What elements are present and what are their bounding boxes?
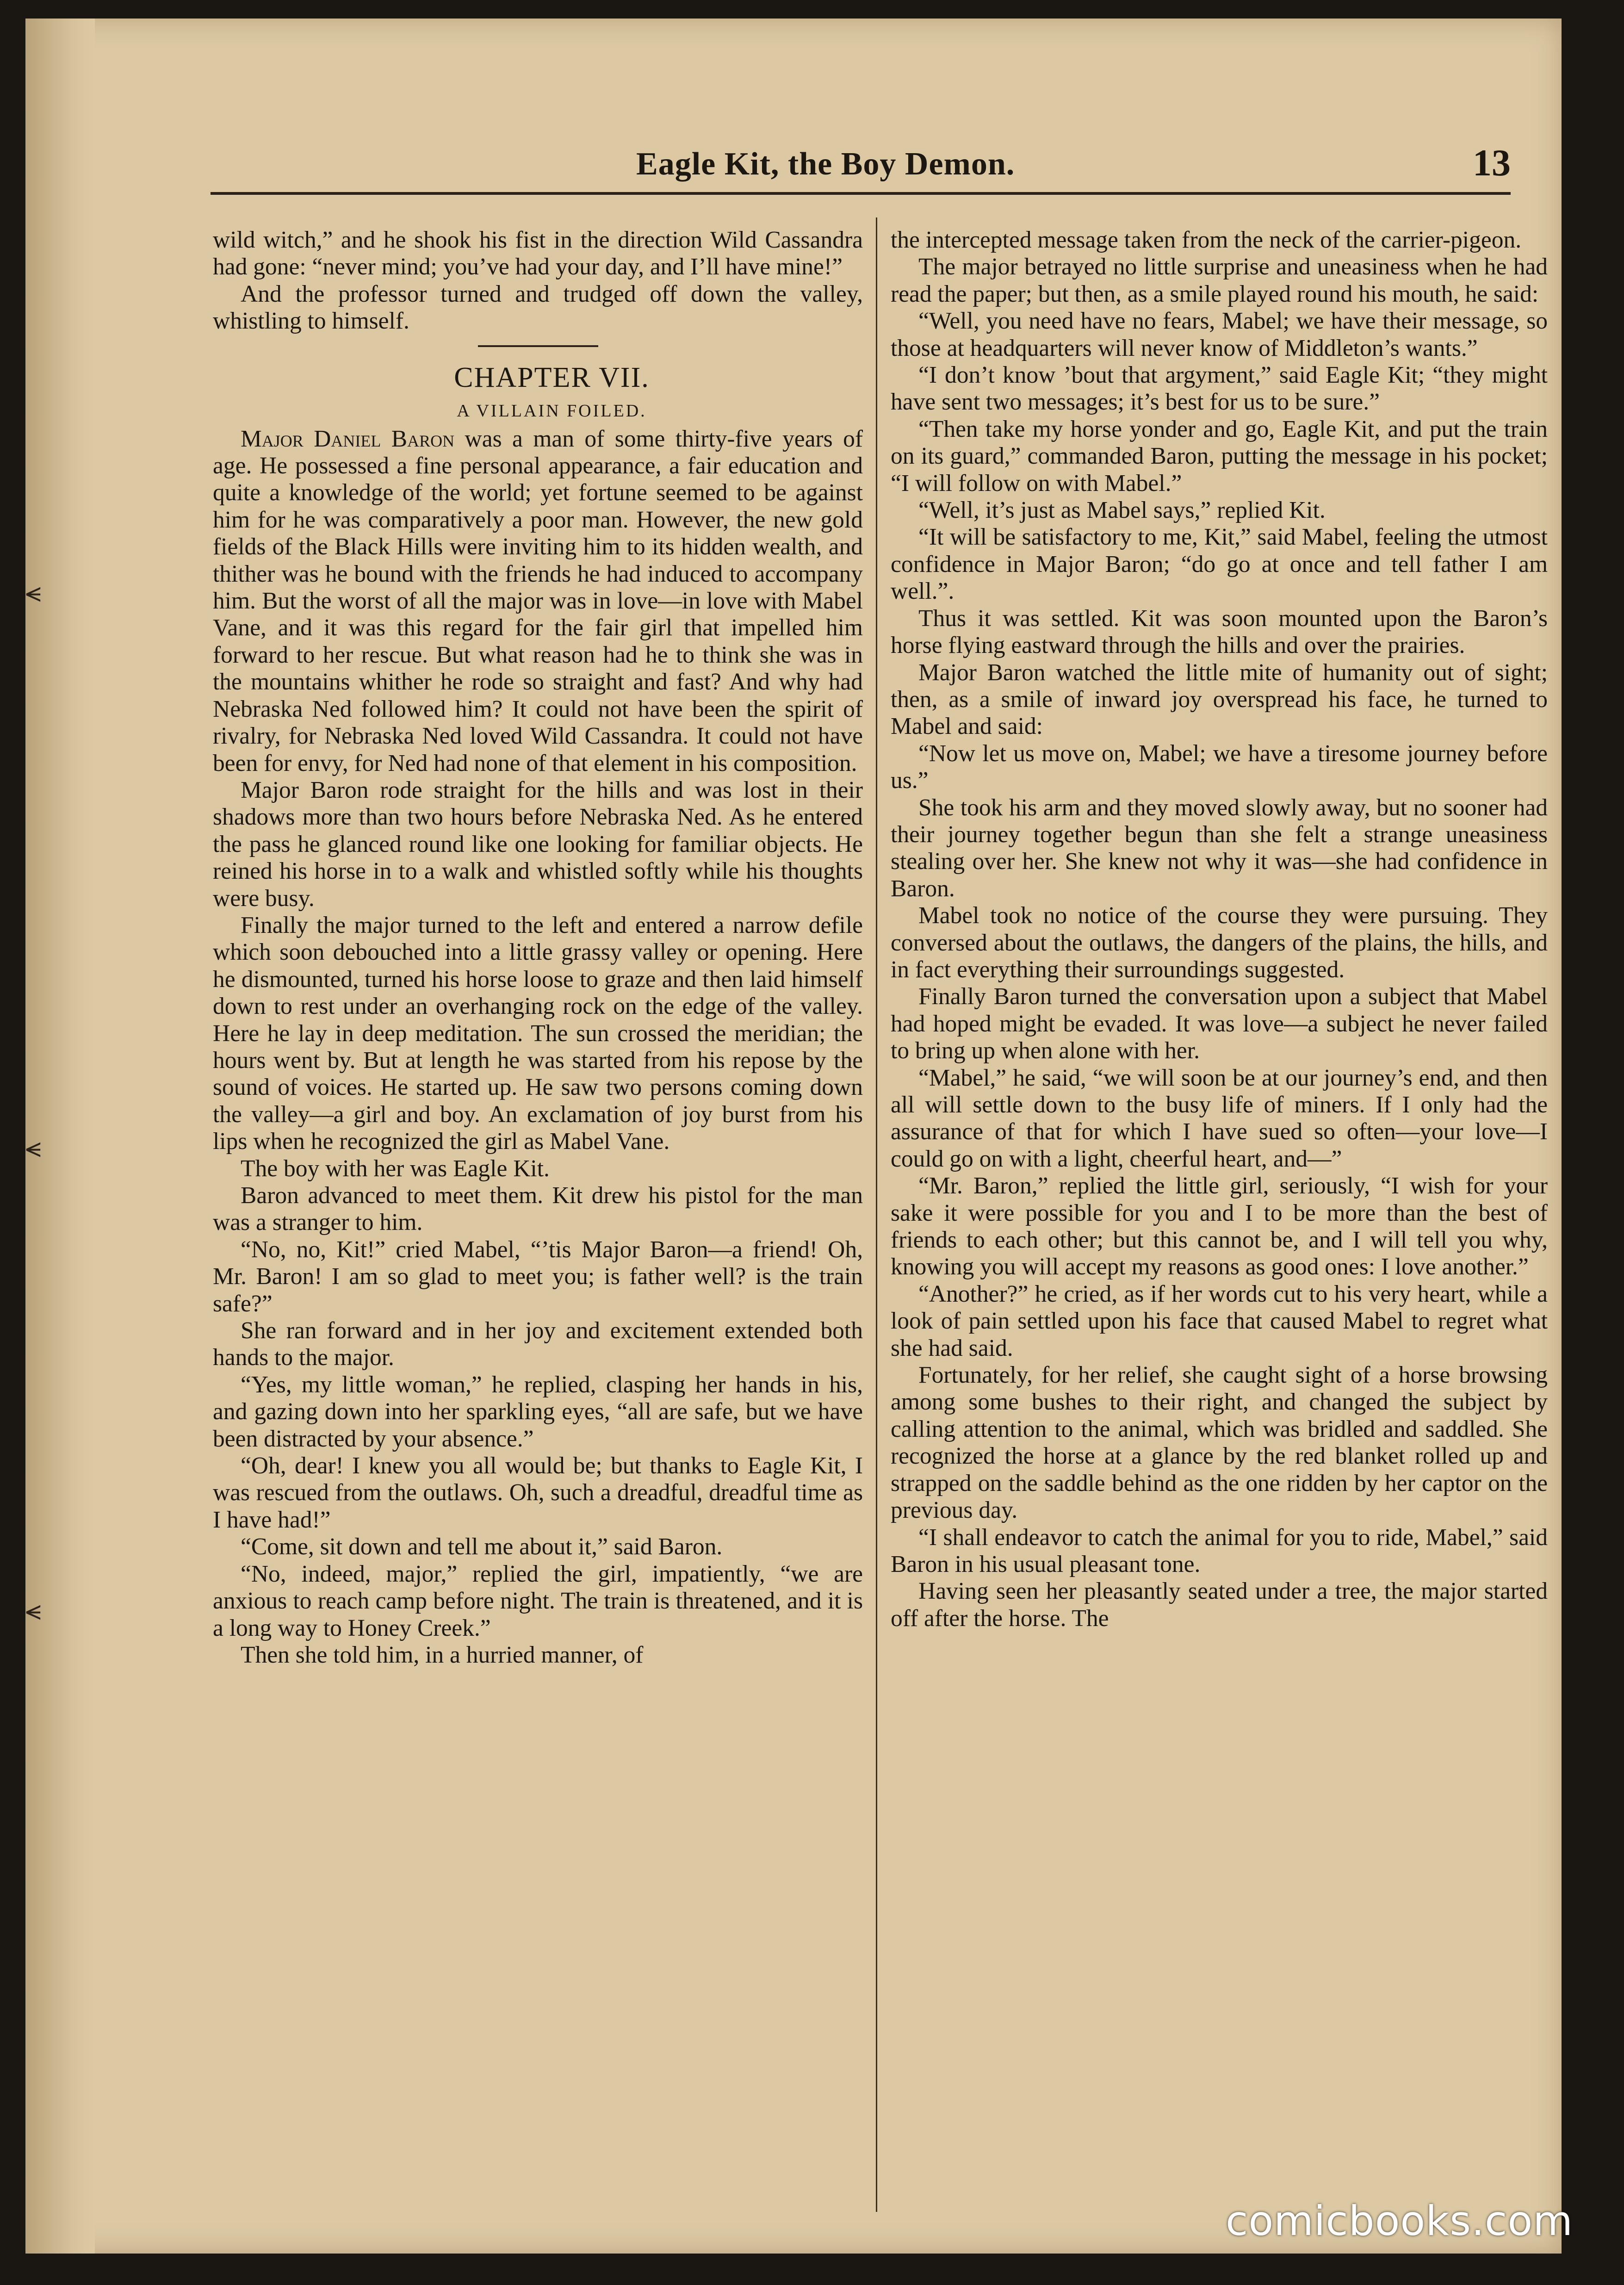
column-divider — [876, 217, 877, 2212]
paragraph: Finally Baron turned the conversation upon a subject that Mabel had hoped might be evaded. It was love—a subject he never failed to bring up when alone with her. — [891, 983, 1548, 1064]
paragraph: “Mabel,” he said, “we will soon be at our journey’s end, and then all will settle down to the busy life of miners. If I only had the assurance of that for which I have sued so often—your love—I could go on with a light, cheerful heart, and—” — [891, 1064, 1548, 1172]
paragraph: Having seen her pleasantly seated under a tree, the major started off after the horse. The — [891, 1578, 1548, 1632]
paragraph: The major betrayed no little surprise and uneasiness when he had read the paper; but then, as a smile played round his mouth, he said: — [891, 254, 1548, 307]
paragraph: Fortunately, for her relief, she caught sight of a horse browsing among some bushes to their right, and changed the subject by calling attention to the animal, which was bridled and saddled. She recognized the horse at a glance by the red blanket rolled up and strapped on the saddle behind as the one ridden by her captor on the previous day. — [891, 1362, 1548, 1524]
paragraph: “Mr. Baron,” replied the little girl, seriously, “I wish for your sake it were possible for you and I to be more than the best of friends to each other; but this cannot be, and I will tell you why, knowing you will accept my reasons as good ones: I love another.” — [891, 1173, 1548, 1280]
paragraph: Then she told him, in a hurried manner, of — [241, 1641, 644, 1668]
staple-hole-icon: ⪪ — [25, 1131, 41, 1164]
page-spine — [25, 19, 95, 2254]
staple-hole-icon: ⪪ — [25, 1594, 41, 1627]
paragraph-lead: Major Daniel Baron — [241, 425, 455, 452]
paragraph: “Another?” he cried, as if her words cut to his very heart, while a look of pain settled upon his face that caused Mabel to regret what she had said. — [891, 1280, 1548, 1361]
paragraph: “Then take my horse yonder and go, Eagle Kit, and put the train on its guard,” commanded Baron, putting the message in his pocket; “I will follow on with Mabel.” — [891, 416, 1548, 497]
paragraph: “No, no, Kit!” cried Mabel, “’tis Major Baron—a friend! Oh, Mr. Baron! I am so glad to meet you; is father well? is the train safe?” — [213, 1236, 863, 1317]
right-column — [891, 227, 1548, 2203]
paragraph: Major Baron watched the little mite of humanity out of sight; then, as a smile of inward joy overspread his face, he turned to Mabel and said: — [891, 659, 1548, 740]
paragraph: “Now let us move on, Mabel; we have a tiresome journey before us.” — [891, 740, 1548, 794]
paragraph: “Yes, my little woman,” he replied, clasping her hands in his, and gazing down into her sparkling eyes, “all are safe, but we have been distracted by your absence.” — [213, 1371, 863, 1452]
paragraph: “Well, you need have no fears, Mabel; we have their message, so those at headquarters will never know of Middleton’s wants.” — [891, 308, 1548, 361]
paragraph: Finally the major turned to the left and entered a narrow defile which soon debouched into a little grassy valley or opening. Here he dismounted, turned his horse loose to graze and then laid himself down to rest under an overhanging rock on the edge of the valley. Here he lay in deep meditation. The sun crossed the meridian; the hours went by. But at length he was started from his repose by the sound of voices. He started up. He saw two persons coming down the valley—a girl and boy. An exclamation of joy burst from his lips when he recognized the girl as Mabel Vane. — [213, 912, 863, 1155]
running-title: Eagle Kit, the Boy Demon. — [636, 146, 1015, 182]
paragraph: Mabel took no notice of the course they were pursuing. They conversed about the outlaws, the dangers of the plains, the hills, and in fact everything their surroundings suggested. — [891, 902, 1548, 983]
paragraph: “No, indeed, major,” replied the girl, impatiently, “we are anxious to reach camp before night. The train is threatened, and it is a long way to Honey Creek.” — [213, 1560, 863, 1641]
paragraph: wild witch,” and he shook his fist in the direction Wild Cassandra had gone: “never mind; you’ve had your day, and I’ll have mine!” — [213, 227, 863, 280]
paragraph: Thus it was settled. Kit was soon mounted upon the Baron’s horse flying eastward through the hills and over the prairies. — [891, 605, 1548, 659]
paragraph: “Well, it’s just as Mabel says,” replied Kit. — [918, 497, 1326, 524]
paragraph-text: was a man of some thirty-five years of age. He possessed a fine personal appearance, a fair education and quite a knowledge of the world; yet fortune seemed to be against him for he was comparatively a poor man. However, the new gold fields of the Black Hills were inviting him to its hidden wealth, and thither was he bound with the friends he had induced to accompany him. But the worst of all the major was in love—in love with Mabel Vane, and it was this regard for the fair girl that impelled him forward to her rescue. But what reason had he to think she was in the mountains whither he rode so straight and fast? And why had Nebraska Ned followed him? It could not have been the spirit of rivalry, for Nebraska Ned loved Wild Cassandra. It could not have been for envy, for Ned had none of that element in his composition. — [213, 425, 863, 776]
paragraph: “It will be satisfactory to me, Kit,” said Mabel, feeling the utmost confidence in Major Baron; “do go at once and tell father I am well.”. — [891, 524, 1548, 605]
paragraph: “Oh, dear! I knew you all would be; but thanks to Eagle Kit, I was rescued from the outlaws. Oh, such a dreadful, dreadful time as I have had!” — [213, 1453, 863, 1533]
paragraph: Major Baron rode straight for the hills and was lost in their shadows more than two hours before Nebraska Ned. As he entered the pass he glanced round like one looking for familiar objects. He reined his horse in to a walk and whistled softly while his thoughts were busy. — [213, 776, 863, 912]
paragraph: And the professor turned and trudged off down the valley, whistling to himself. — [213, 280, 863, 335]
paragraph: the intercepted message taken from the neck of the carrier-pigeon. — [891, 227, 1522, 253]
paragraph: Baron advanced to meet them. Kit drew his pistol for the man was a stranger to him. — [213, 1182, 863, 1236]
watermark: comicbooks.com — [1225, 2197, 1573, 2245]
paragraph — [213, 426, 863, 777]
staple-hole-icon: ⪪ — [25, 576, 41, 609]
section-divider — [478, 345, 598, 347]
page-number: 13 — [1473, 142, 1511, 184]
paragraph: The boy with her was Eagle Kit. — [241, 1155, 550, 1182]
paragraph: “I don’t know ’bout that argyment,” said Eagle Kit; “they might have sent two messages; it’s best for us to be sure.” — [891, 362, 1548, 416]
paragraph: “I shall endeavor to catch the animal for you to ride, Mabel,” said Baron in his usual pleasant tone. — [891, 1524, 1548, 1577]
chapter-title: CHAPTER VII. — [454, 361, 650, 393]
paragraph: “Come, sit down and tell me about it,” said Baron. — [241, 1534, 723, 1560]
paragraph: She ran forward and in her joy and excitement extended both hands to the major. — [213, 1317, 863, 1371]
left-column — [213, 227, 863, 2203]
paragraph: She took his arm and they moved slowly away, but no sooner had their journey together begun than she felt a strange uneasiness stealing over her. She knew not why it was—she had confidence in Baron. — [891, 794, 1548, 902]
book-page — [25, 19, 1562, 2254]
page-header — [211, 141, 1511, 195]
chapter-subtitle: A VILLAIN FOILED. — [457, 401, 647, 421]
